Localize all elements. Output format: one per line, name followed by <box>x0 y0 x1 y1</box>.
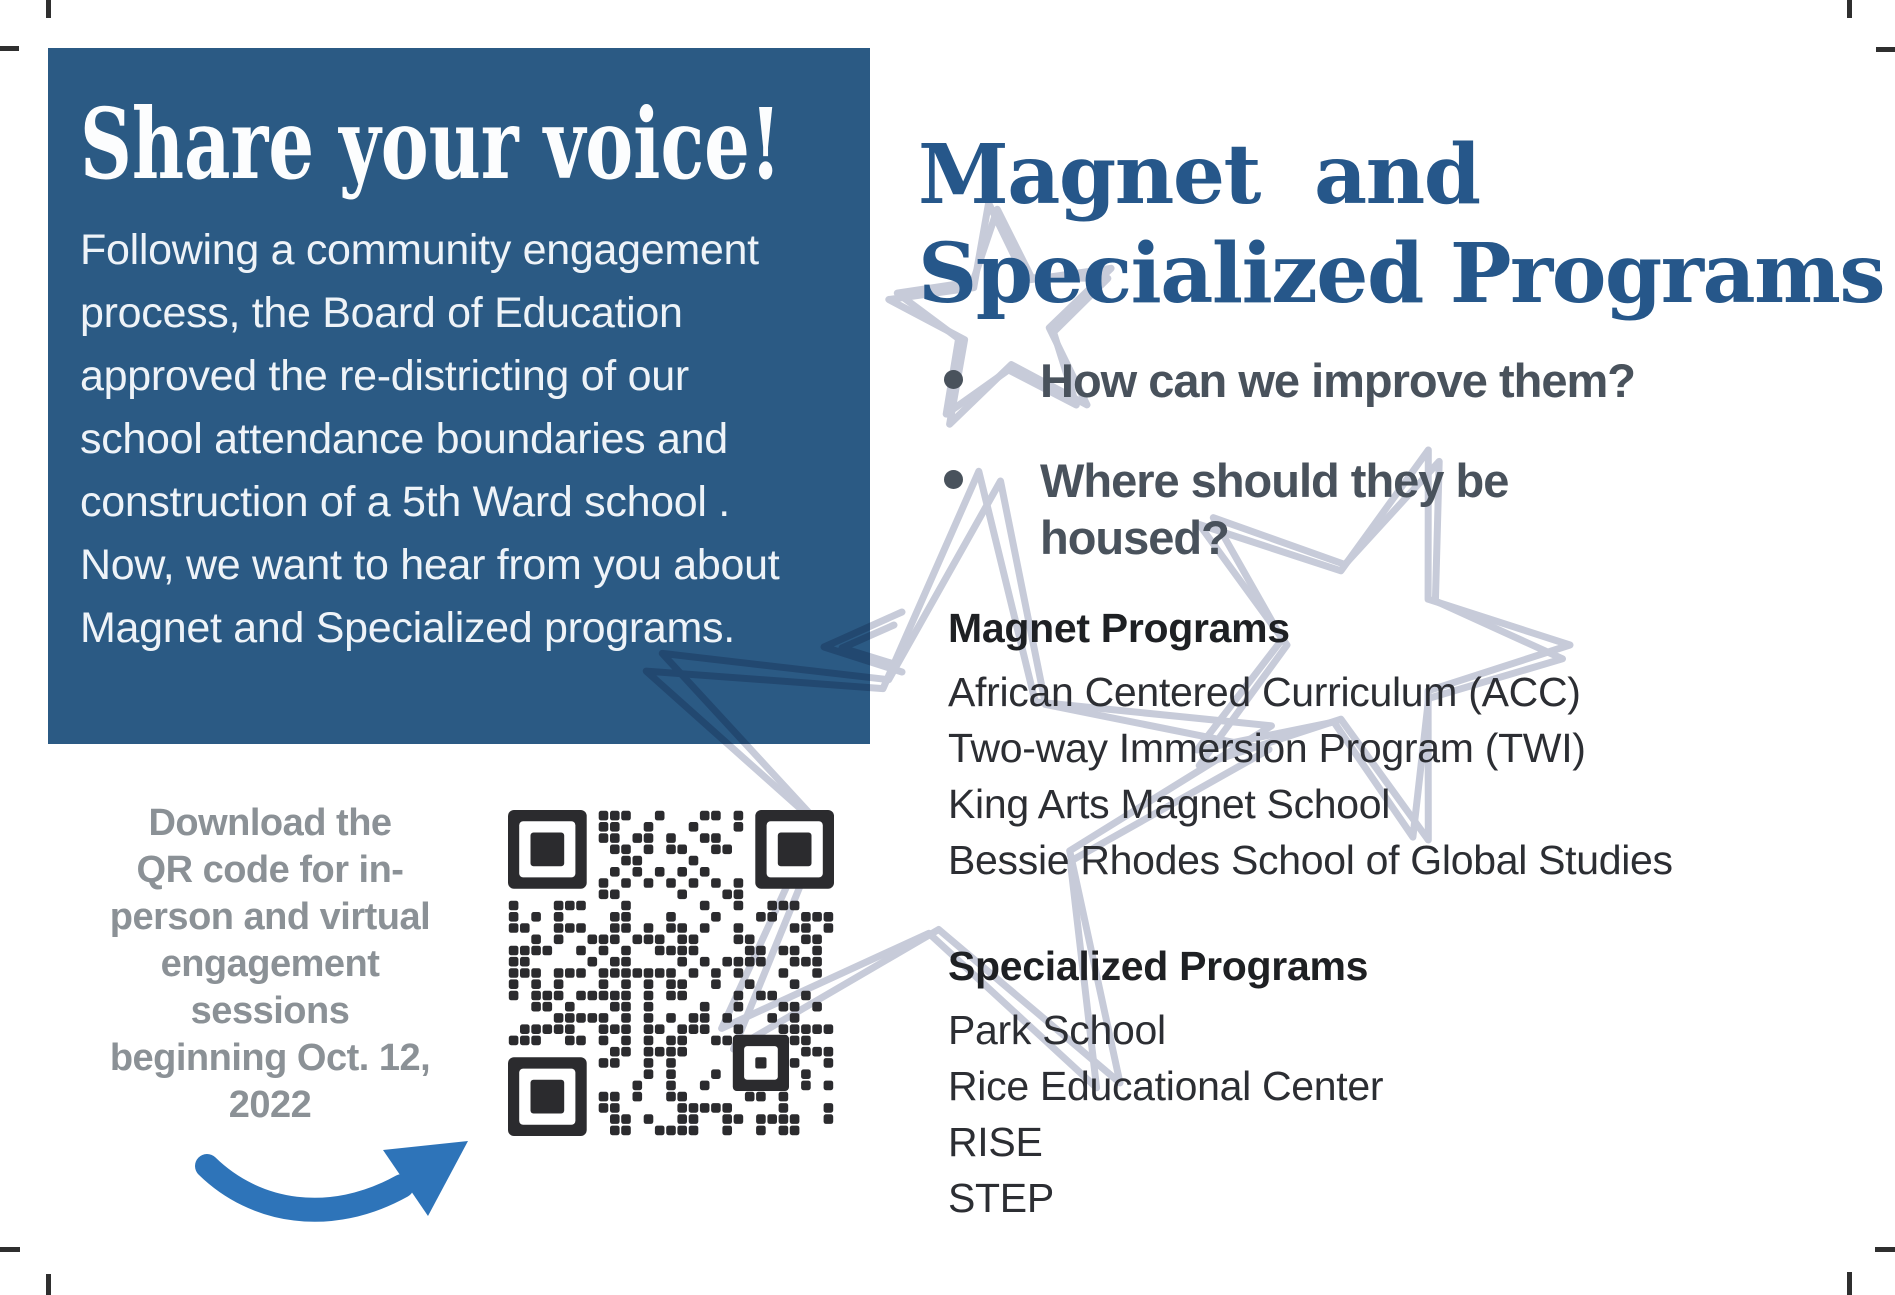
programs-title <box>918 126 1884 324</box>
caption-line: QR code for in- <box>136 849 404 891</box>
list-item: African Centered Curriculum (ACC) <box>948 669 1581 715</box>
body-line: process, the Board of Education <box>80 288 683 337</box>
programs-title-line2: Specialized Programs <box>918 226 1885 322</box>
specialized-programs-heading: Specialized Programs <box>948 943 1369 989</box>
list-item: Rice Educational Center <box>948 1063 1384 1109</box>
qr-caption <box>70 800 470 1129</box>
bullet-housed <box>944 452 1600 566</box>
crop-mark-top-right-h <box>1876 47 1895 52</box>
arrow-head-icon <box>383 1141 468 1216</box>
body-line: school attendance boundaries and <box>80 414 728 463</box>
magnet-programs-heading: Magnet Programs <box>948 605 1290 651</box>
crop-mark-bottom-right-v <box>1847 1272 1852 1295</box>
caption-line: person and virtual <box>109 896 431 938</box>
list-item: STEP <box>948 1175 1054 1221</box>
list-item: Two-way Immersion Program (TWI) <box>948 725 1586 771</box>
body-line: approved the re-districting of our <box>80 351 689 400</box>
list-item: King Arts Magnet School <box>948 781 1391 827</box>
crop-mark-bottom-left-v <box>46 1274 51 1295</box>
list-item: Park School <box>948 1007 1166 1053</box>
magnet-programs-list <box>948 600 1673 888</box>
body-line: Following a community engagement <box>80 225 759 274</box>
specialized-programs-list <box>948 938 1383 1226</box>
bullet-housed-text: Where should they be housed? <box>1040 454 1509 564</box>
arrow-curve <box>207 1166 402 1210</box>
share-voice-body <box>80 219 844 660</box>
caption-line: engagement <box>160 943 380 985</box>
body-line: Now, we want to hear from you about <box>80 540 780 589</box>
programs-title-line1: Magnet and <box>918 127 1480 223</box>
crop-mark-bottom-right-h <box>1875 1247 1895 1252</box>
bullet-improve <box>944 352 1635 409</box>
list-item: Bessie Rhodes School of Global Studies <box>948 837 1673 883</box>
share-voice-title: Share your voice! <box>80 87 782 201</box>
caption-line: beginning Oct. 12, <box>109 1037 431 1079</box>
crop-mark-top-right-v <box>1847 0 1852 18</box>
caption-line: sessions <box>190 990 350 1032</box>
crop-mark-top-left-h <box>0 46 19 51</box>
share-voice-panel <box>48 48 870 744</box>
caption-line: Download the <box>148 802 392 844</box>
bullet-improve-text: How can we improve them? <box>1040 354 1635 407</box>
crop-mark-bottom-left-h <box>0 1247 20 1252</box>
body-line: Magnet and Specialized programs. <box>80 603 735 652</box>
list-item: RISE <box>948 1119 1043 1165</box>
caption-line: 2022 <box>228 1084 312 1126</box>
body-line: construction of a 5th Ward school . <box>80 477 730 526</box>
qr-modules <box>508 810 834 1136</box>
crop-mark-top-left-v <box>46 0 51 18</box>
qr-code <box>508 810 834 1136</box>
bullet-dot-icon <box>944 470 963 489</box>
bullet-dot-icon <box>944 370 963 389</box>
